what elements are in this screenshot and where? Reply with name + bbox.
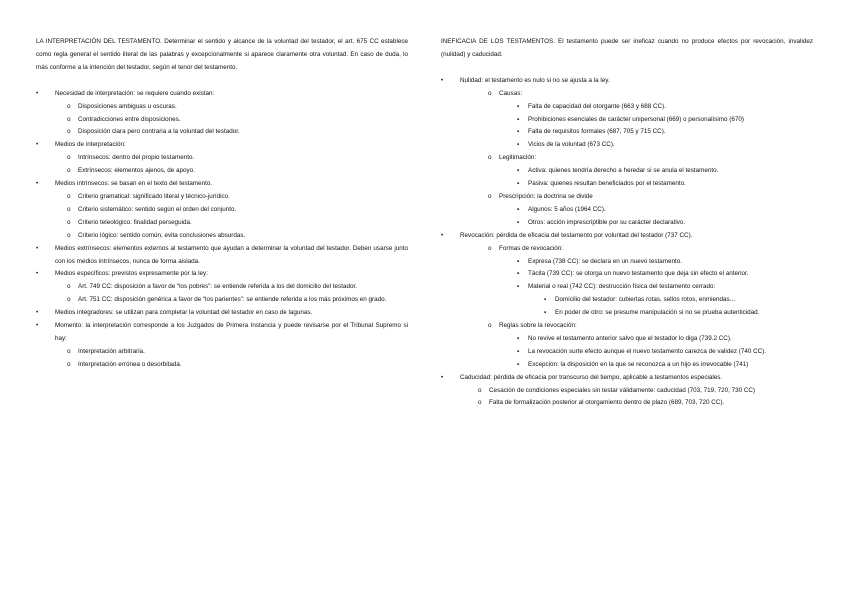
circle-bullet-icon: o (67, 347, 71, 355)
square-bullet-icon: ▪ (517, 180, 520, 188)
list-item: • Nulidad: el testamento es nulo si no se ajusta a la ley. o Causas: ▪ Falta de capacidad del otorgante (663 y 688 CC). ▪ Prohibiciones esenciales de carácter unipersonal (669) o personalísimo (670) ▪ Falta de requisitos formales (687, 705 y 715 CC). ▪ Vicios de la voluntad (673 CC). o Legitimación: ▪ Activa: quienes tendría derecho a heredar si se anula el testamento. ▪ Pasiva: quienes resultan beneficiados por el testamento. o Prescripción: la doctrina se divide ▪ Algunos: 5 años (1964 CC). ▪ Otros: acción imprescriptible por su carácter declarativo. (441, 75, 813, 230)
interpretation-list (36, 88, 408, 372)
bullet-icon: • (36, 309, 39, 317)
circle-bullet-icon: o (488, 192, 492, 200)
ineffectiveness-intro: INEFICACIA DE LOS TESTAMENTOS. El testamento puede ser ineficaz cuando no produce efectos por revocación, invalidez (nulidad) y caducidad. (441, 38, 813, 58)
list-item: o Interpretación arbitraria. (67, 346, 408, 359)
list-item: • Medios extrínsecos: elementos externos al testamento que ayudan a determinar la voluntad del testador. Deben usarse junto con los medios intrínsecos, nunca de forma aislada. (36, 244, 408, 265)
list-item: ▪ Vicios de la voluntad (673 CC). (517, 139, 813, 152)
circle-bullet-icon: o (67, 192, 71, 200)
list-item: o Disposiciones ambiguas u oscuras. (67, 101, 408, 114)
circle-bullet-icon: o (67, 102, 71, 110)
list-item: o Art. 749 CC: disposición a favor de “los pobres”: se entiende referida a los del domicilio del testador. (67, 281, 408, 294)
circle-bullet-icon: o (67, 283, 71, 291)
right-column (441, 36, 813, 410)
list-item: ▪ Material o real (742 CC): destrucción física del testamento cerrado: ▪ Domicilio del testador: cubiertas rotas, sellos rotos, enmiendas… ▪ En poder de otro: se presume manipulación si no se prueba autenticidad. (517, 281, 813, 320)
list-item: ▪ Activa: quienes tendría derecho a heredar si se anula el testamento. (517, 165, 813, 178)
square-bullet-icon: ▪ (517, 283, 520, 291)
list-item: • Medios de interpretación: o Intrínsecos: dentro del propio testamento. o Extrínsecos: elementos ajenos, de apoyo. (36, 139, 408, 178)
circle-bullet-icon: o (67, 128, 71, 136)
square-bullet-icon: ▪ (517, 347, 520, 355)
square-bullet-icon: ▪ (517, 167, 520, 175)
circle-bullet-icon: o (488, 154, 492, 162)
list-item: • Momento: la interpretación corresponde a los Juzgados de Primera Instancia y puede revisarse por el Tribunal Supremo si hay: o Interpretación arbitraria. o Interpretación errónea o desorbitada. (36, 320, 408, 372)
bullet-icon: • (36, 89, 39, 97)
list-item: o Interpretación errónea o desorbitada. (67, 359, 408, 372)
list-item: o Reglas sobre la revocación: ▪ No revive el testamento anterior salvo que el testador lo diga (739.2 CC). ▪ La revocación surte efecto aunque el nuevo testamento carezca de validez (740 CC). ▪ Excepción: la disposición en la que se reconozca a un hijo es irrevocable (741) (488, 320, 813, 372)
list-item: • Medios intrínsecos: se basan en el texto del testamento. o Criterio gramatical: significado literal y técnico-jurídico. o Criterio sistemático: sentido según el orden del conjunto. o Criterio teleológico: finalidad perseguida. o Criterio lógico: sentido común, evita conclusiones absurdas. (36, 178, 408, 243)
list-item: • Medios integradores: se utilizan para completar la voluntad del testador en caso de lagunas. (36, 307, 408, 320)
square-bullet-icon: ▪ (517, 128, 520, 136)
circle-bullet-icon: o (67, 360, 71, 368)
square-bullet-icon: ▪ (517, 218, 520, 226)
square-bullet-icon: ▪ (517, 360, 520, 368)
list-item: ▪ La revocación surte efecto aunque el nuevo testamento carezca de validez (740 CC). (517, 346, 813, 359)
left-column (36, 36, 408, 372)
bullet-icon: • (36, 270, 39, 278)
list-item: o Causas: ▪ Falta de capacidad del otorgante (663 y 688 CC). ▪ Prohibiciones esenciales de carácter unipersonal (669) o personalísimo (670) ▪ Falta de requisitos formales (687, 705 y 715 CC). ▪ Vicios de la voluntad (673 CC). (488, 88, 813, 153)
list-item: o Contradicciones entre disposiciones. (67, 114, 408, 127)
square-bullet-icon: ▪ (517, 205, 520, 213)
circle-bullet-icon: o (67, 154, 71, 162)
list-item: ▪ No revive el testamento anterior salvo que el testador lo diga (739.2 CC). (517, 333, 813, 346)
list-item: o Legitimación: ▪ Activa: quienes tendría derecho a heredar si se anula el testamento. ▪ Pasiva: quienes resultan beneficiados por el testamento. (488, 152, 813, 191)
square-bullet-icon: ▪ (517, 334, 520, 342)
list-item: ▪ Falta de requisitos formales (687, 705 y 715 CC). (517, 126, 813, 139)
circle-bullet-icon: o (67, 115, 71, 123)
square-bullet-icon: ▪ (544, 309, 547, 317)
interpretation-intro: LA INTERPRETACIÓN DEL TESTAMENTO. Determinar el sentido y alcance de la voluntad del testador, el art. 675 CC establece como regla general el sentido literal de las palabras y excepcionalmente si aparece claramente otra voluntad. En caso de duda, lo más conforme a la intención del testador, según el tenor del testamento. (36, 38, 408, 71)
list-item: • Necesidad de interpretación: se requiere cuando existan: o Disposiciones ambiguas u oscuras. o Contradicciones entre disposiciones. o Disposición clara pero contraria a la voluntad del testador. (36, 88, 408, 140)
square-bullet-icon: ▪ (517, 102, 520, 110)
list-item: ▪ Tácita (739 CC): se otorga un nuevo testamento que deja sin efecto el anterior. (517, 268, 813, 281)
list-item: ▪ En poder de otro: se presume manipulación si no se prueba autenticidad. (544, 307, 813, 320)
bullet-icon: • (441, 76, 444, 84)
circle-bullet-icon: o (478, 399, 482, 407)
bullet-icon: • (36, 244, 39, 252)
list-item: • Revocación: pérdida de eficacia del testamento por voluntad del testador (737 CC). o Formas de revocación: ▪ Expresa (738 CC): se declara en un nuevo testamento. ▪ Tácita (739 CC): se otorga un nuevo testamento que deja sin efecto el anterior. ▪ Material o real (742 CC): destrucción física del testamento cerrado: ▪ Domicilio del testador: cubiertas rotas, sellos rotos, enmiendas… ▪ En poder de otro: se presume manipulación si no se prueba autenticidad. o Reglas sobre la revocación: ▪ No revive el testamento anterior salvo que el testador lo diga (739.2 CC). ▪ La revocación surte efecto aunque el nuevo testamento carezca de validez (740 CC). ▪ Excepción: la disposición en la que se reconozca a un hijo es irrevocable (741) (441, 230, 813, 372)
list-item: o Criterio teleológico: finalidad perseguida. (67, 217, 408, 230)
list-item: o Formas de revocación: ▪ Expresa (738 CC): se declara en un nuevo testamento. ▪ Tácita (739 CC): se otorga un nuevo testamento que deja sin efecto el anterior. ▪ Material o real (742 CC): destrucción física del testamento cerrado: ▪ Domicilio del testador: cubiertas rotas, sellos rotos, enmiendas… ▪ En poder de otro: se presume manipulación si no se prueba autenticidad. (488, 243, 813, 320)
list-item: o Intrínsecos: dentro del propio testamento. (67, 152, 408, 165)
list-item: o Criterio gramatical: significado literal y técnico-jurídico. (67, 191, 408, 204)
square-bullet-icon: ▪ (517, 270, 520, 278)
list-item: o Prescripción: la doctrina se divide ▪ Algunos: 5 años (1964 CC). ▪ Otros: acción imprescriptible por su carácter declarativo. (488, 191, 813, 230)
circle-bullet-icon: o (67, 167, 71, 175)
list-item: • Caducidad: pérdida de eficacia por transcurso del tiempo, aplicable a testamentos especiales. o Cesación de condiciones especiales sin testar válidamente: caducidad (703, 719, 720, 730 CC) o Falta de formalización posterior al otorgamiento dentro de plazo (689, 703, 720 CC). (441, 372, 813, 411)
circle-bullet-icon: o (67, 296, 71, 304)
list-item: ▪ Otros: acción imprescriptible por su carácter declarativo. (517, 217, 813, 230)
list-item: ▪ Domicilio del testador: cubiertas rotas, sellos rotos, enmiendas… (544, 294, 813, 307)
bullet-icon: • (36, 180, 39, 188)
bullet-icon: • (36, 141, 39, 149)
list-item: o Extrínsecos: elementos ajenos, de apoyo. (67, 165, 408, 178)
list-item: • Medios específicos: previstos expresamente por la ley: o Art. 749 CC: disposición a favor de “los pobres”: se entiende referida a los del domicilio del testador. o Art. 751 CC: disposición genérica a favor de “los parientes”: se entiende referida a los más próximos en grado. (36, 268, 408, 307)
circle-bullet-icon: o (488, 89, 492, 97)
ineffectiveness-list (441, 75, 813, 411)
list-item: ▪ Pasiva: quienes resultan beneficiados por el testamento. (517, 178, 813, 191)
list-item: o Criterio lógico: sentido común, evita conclusiones absurdas. (67, 230, 408, 243)
list-item: o Art. 751 CC: disposición genérica a favor de “los parientes”: se entiende referida a los más próximos en grado. (67, 294, 408, 307)
list-item: ▪ Falta de capacidad del otorgante (663 y 688 CC). (517, 101, 813, 114)
circle-bullet-icon: o (67, 231, 71, 239)
circle-bullet-icon: o (488, 244, 492, 252)
list-item: o Criterio sistemático: sentido según el orden del conjunto. (67, 204, 408, 217)
list-item: o Cesación de condiciones especiales sin testar válidamente: caducidad (703, 719, 720, 730 CC) (478, 385, 813, 398)
list-item: ▪ Expresa (738 CC): se declara en un nuevo testamento. (517, 256, 813, 269)
list-item: o Falta de formalización posterior al otorgamiento dentro de plazo (689, 703, 720 CC). (478, 397, 813, 410)
bullet-icon: • (441, 231, 444, 239)
square-bullet-icon: ▪ (517, 141, 520, 149)
list-item: o Disposición clara pero contraria a la voluntad del testador. (67, 126, 408, 139)
circle-bullet-icon: o (67, 205, 71, 213)
circle-bullet-icon: o (67, 218, 71, 226)
bullet-icon: • (36, 322, 39, 330)
square-bullet-icon: ▪ (517, 257, 520, 265)
square-bullet-icon: ▪ (517, 115, 520, 123)
circle-bullet-icon: o (478, 386, 482, 394)
square-bullet-icon: ▪ (544, 296, 547, 304)
list-item: ▪ Excepción: la disposición en la que se reconozca a un hijo es irrevocable (741) (517, 359, 813, 372)
circle-bullet-icon: o (488, 322, 492, 330)
list-item: ▪ Algunos: 5 años (1964 CC). (517, 204, 813, 217)
list-item: ▪ Prohibiciones esenciales de carácter unipersonal (669) o personalísimo (670) (517, 114, 813, 127)
bullet-icon: • (441, 373, 444, 381)
